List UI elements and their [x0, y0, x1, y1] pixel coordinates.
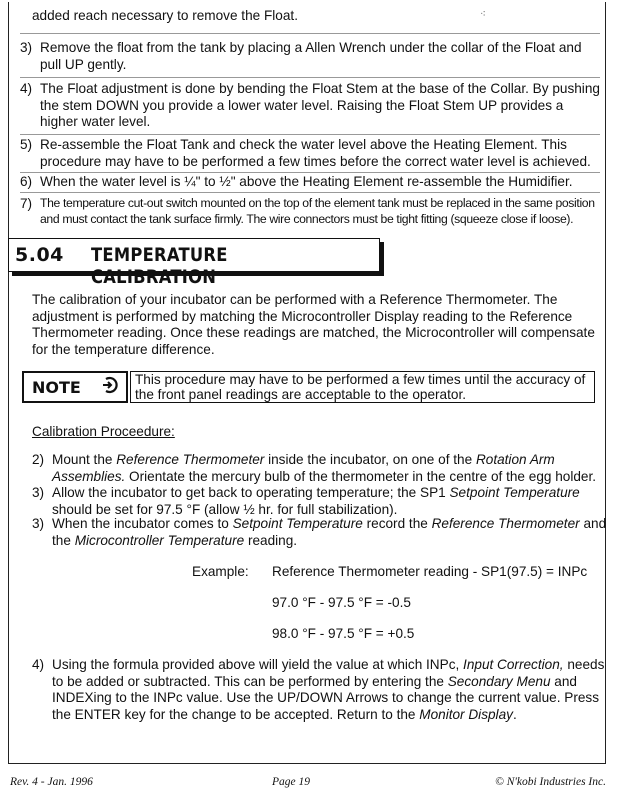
float-step-5: Re-assemble the Float Tank and check the water level above the Heating Element. This procedure may have to be performed a few times before the correct water level is achieved. — [40, 137, 591, 169]
divider — [20, 172, 600, 173]
float-step-4: The Float adjustment is done by bending the Float Stem at the base of the Collar. By pushing the stem DOWN you provide a lower water level. Raising the Float Stem UP provides a higher water level. — [40, 81, 600, 129]
divider — [20, 192, 600, 193]
divider — [20, 33, 600, 34]
step-number: 3) — [32, 485, 45, 500]
example-line: 97.0 °F - 97.5 °F = -0.5 — [272, 595, 411, 610]
example-label: Example: — [192, 564, 249, 579]
divider — [20, 77, 600, 78]
intro-paragraph: The calibration of your incubator can be performed with a Reference Thermometer. The adjustment is performed by matching the Microcontroller Display reading to the Reference Thermometer reading. Once these readings are matched, the Microcontroller will compensate for the temperature difference. — [32, 292, 595, 357]
step-number: 3) — [32, 516, 45, 531]
float-step-3: Remove the float from the tank by placing a Allen Wrench under the collar of the Float and pull UP gently. — [40, 40, 582, 72]
example-line: 98.0 °F - 97.5 °F = +0.5 — [272, 626, 415, 641]
step-number: 2) — [32, 452, 45, 467]
step-number: 6) — [20, 174, 33, 189]
cal-step-2: Mount the Reference Thermometer inside the incubator, on one of the Rotation Arm Assemblies. Orientate the mercury bulb of the thermometer in the centre of the egg holder. — [52, 452, 597, 484]
note-text: This procedure may have to be performed a few times until the accuracy of the front panel readings are acceptable to the operator. — [130, 371, 595, 403]
section-header — [8, 238, 380, 288]
divider — [20, 134, 600, 135]
section-number: 5.04 — [15, 244, 64, 266]
float-step-6: When the water level is ¼" to ½" above the Heating Element re-assemble the Humidifier. — [40, 174, 573, 189]
step-number: 7) — [20, 196, 33, 211]
example-formula: Reference Thermometer reading - SP1(97.5) = INPc — [272, 564, 588, 579]
continued-text: added reach necessary to remove the Float. — [32, 8, 298, 23]
note-label: NOTE — [32, 378, 81, 397]
arrow-right-icon — [100, 375, 120, 395]
section-title: TEMPERATURE CALIBRATION — [91, 244, 228, 288]
step-number: 4) — [20, 81, 33, 96]
scan-mark: ⁖ — [480, 9, 486, 20]
footer-page-number: Page 19 — [272, 776, 311, 788]
step-number: 3) — [20, 40, 33, 55]
step-number: 5) — [20, 137, 33, 152]
note-box — [22, 371, 128, 403]
cal-step-4: Using the formula provided above will yield the value at which INPc, Input Correction, needs to be added or subtracted. This can be performed by entering the Secondary Menu and INDEXing to the INPc value. Use the UP/DOWN Arrows to change the current value. Press the ENTER key for the change to be accepted. Return to the Monitor Display. — [52, 657, 605, 722]
footer-revision: Rev. 4 - Jan. 1996 — [10, 776, 93, 788]
cal-step-3b: When the incubator comes to Setpoint Temperature record the Reference Thermometer and the Microcontroller Temperature reading. — [52, 516, 607, 548]
cal-step-3a: Allow the incubator to get back to operating temperature; the SP1 Setpoint Temperature should be set for 97.5 °F (allow ½ hr. for full stabilization). — [52, 485, 580, 517]
calibration-heading: Calibration Proceedure: — [32, 424, 175, 439]
footer-copyright: © N'kobi Industries Inc. — [495, 776, 606, 788]
float-step-7: The temperature cut-out switch mounted on the top of the element tank must be replaced in the same position and must contact the tank surface firmly. The wire connectors must be tight fitting (squeeze close if loose). — [40, 196, 595, 226]
step-number: 4) — [32, 657, 45, 672]
